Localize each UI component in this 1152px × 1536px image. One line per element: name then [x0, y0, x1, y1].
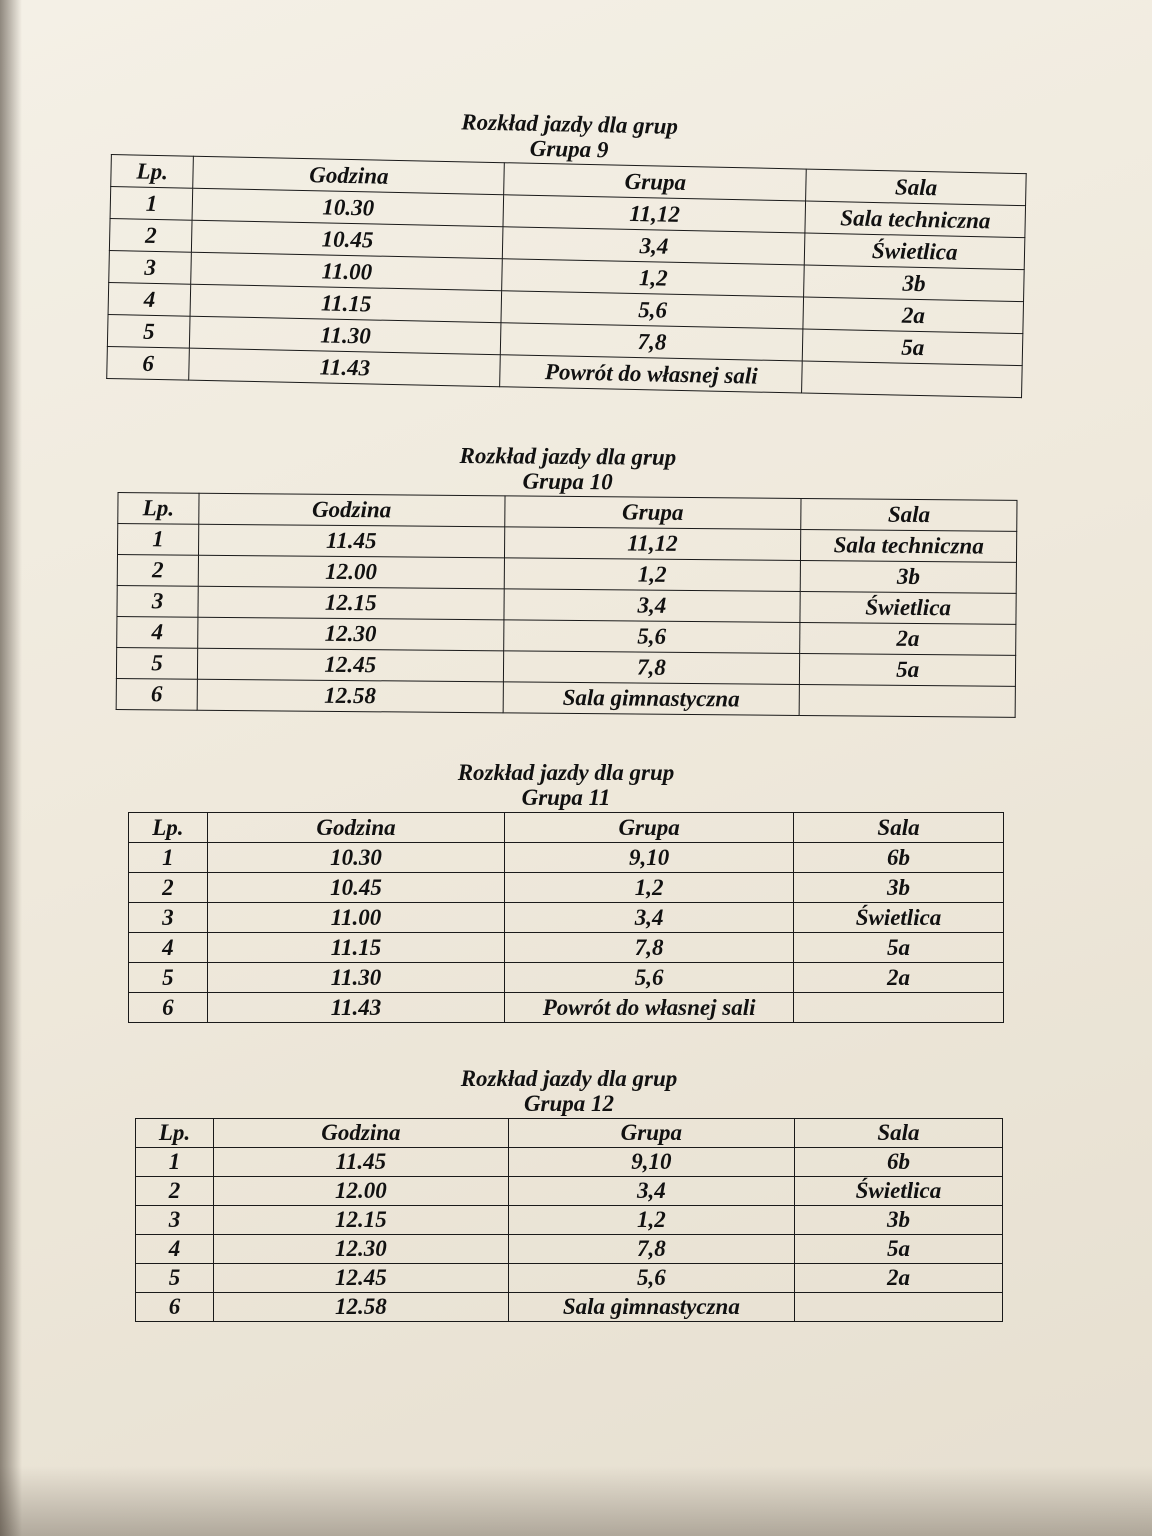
schedule-subtitle: Grupa 11: [521, 785, 611, 810]
table-row: [136, 1148, 1003, 1177]
cell-grupa: Sala gimnastyczna: [503, 682, 800, 716]
table-row: [129, 873, 1004, 903]
cell-sala: 6b: [794, 1148, 1002, 1177]
cell-grupa: 11,12: [503, 195, 806, 233]
cell-sala: 5a: [803, 329, 1023, 366]
cell-grupa: 7,8: [503, 651, 800, 685]
cell-grupa: Sala gimnastyczna: [508, 1293, 794, 1322]
cell-grupa: 7,8: [505, 933, 794, 963]
cell-lp: 2: [117, 555, 198, 587]
cell-grupa: 5,6: [508, 1264, 794, 1293]
table-row: [116, 678, 1015, 717]
cell-godzina: 12.45: [197, 648, 503, 682]
table-row: [129, 993, 1004, 1023]
cell-grupa: 3,4: [508, 1177, 794, 1206]
cell-godzina: 11.45: [214, 1148, 509, 1177]
header-grupa: Grupa: [504, 496, 801, 530]
cell-sala: 6b: [794, 843, 1004, 873]
table-row: [129, 933, 1004, 963]
table-row: [129, 903, 1004, 933]
cell-grupa: 9,10: [505, 843, 794, 873]
header-godzina: Godzina: [193, 156, 505, 195]
table-row: [136, 1177, 1003, 1206]
cell-sala: 5a: [800, 653, 1016, 686]
cell-godzina: 12.58: [214, 1293, 509, 1322]
table-row: [136, 1264, 1003, 1293]
schedule-subtitle: Grupa 9: [529, 135, 609, 163]
cell-sala: [799, 684, 1015, 717]
cell-godzina: 12.30: [214, 1235, 509, 1264]
cell-lp: 6: [136, 1293, 214, 1322]
paper-bottom-shadow: [0, 1466, 1152, 1536]
header-godzina: Godzina: [207, 813, 505, 843]
cell-godzina: 10.30: [207, 843, 505, 873]
cell-lp: 5: [107, 314, 190, 348]
cell-godzina: 11.30: [190, 316, 502, 355]
cell-lp: 5: [136, 1264, 214, 1293]
cell-godzina: 11.00: [207, 903, 505, 933]
cell-grupa: 5,6: [501, 291, 804, 329]
cell-lp: 3: [109, 250, 192, 284]
schedule-subtitle: Grupa 12: [523, 1091, 615, 1116]
cell-godzina: 11.43: [189, 348, 501, 387]
cell-sala: [794, 993, 1004, 1023]
cell-sala: 3b: [800, 560, 1016, 593]
cell-sala: Świetlica: [794, 903, 1004, 933]
schedule-table: [128, 812, 1004, 1023]
header-godzina: Godzina: [214, 1119, 509, 1148]
cell-grupa: 7,8: [501, 323, 804, 361]
table-row: [136, 1235, 1003, 1264]
cell-godzina: 12.58: [197, 679, 503, 713]
cell-grupa: 1,2: [505, 873, 794, 903]
cell-grupa: Powrót do własnej sali: [505, 993, 794, 1023]
cell-lp: 3: [129, 903, 208, 933]
cell-sala: 2a: [794, 963, 1004, 993]
schedule-title: Rozkład jazdy dla grup: [459, 442, 677, 470]
cell-godzina: 11.15: [207, 933, 505, 963]
cell-grupa: 7,8: [508, 1235, 794, 1264]
cell-lp: 1: [129, 843, 208, 873]
cell-lp: 3: [136, 1206, 214, 1235]
schedule-table: [106, 154, 1027, 398]
cell-grupa: 3,4: [504, 589, 801, 623]
cell-sala: 3b: [794, 1206, 1002, 1235]
cell-grupa: 1,2: [502, 259, 805, 297]
table-row: [136, 1293, 1003, 1322]
header-sala: Sala: [794, 813, 1004, 843]
cell-grupa: 3,4: [503, 227, 806, 265]
cell-lp: 2: [129, 873, 208, 903]
cell-grupa: 1,2: [504, 558, 801, 592]
header-grupa: Grupa: [508, 1119, 794, 1148]
cell-sala: 2a: [803, 297, 1023, 334]
schedule-title: Rozkład jazdy dla grup: [461, 109, 679, 139]
schedule-group-12: [135, 1066, 1003, 1322]
header-lp: Lp.: [111, 154, 194, 188]
cell-lp: 5: [116, 647, 197, 679]
header-lp: Lp.: [129, 813, 208, 843]
header-lp: Lp.: [136, 1119, 214, 1148]
cell-lp: 2: [109, 218, 192, 252]
cell-sala: 3b: [804, 265, 1024, 302]
cell-sala: [802, 361, 1022, 398]
cell-godzina: 11.43: [207, 993, 505, 1023]
cell-lp: 2: [136, 1177, 214, 1206]
cell-godzina: 10.45: [192, 220, 504, 259]
cell-godzina: 11.15: [190, 284, 502, 323]
cell-godzina: 12.15: [198, 586, 504, 620]
cell-godzina: 12.00: [214, 1177, 509, 1206]
cell-lp: 6: [116, 678, 197, 710]
cell-lp: 1: [118, 524, 199, 556]
cell-lp: 6: [107, 346, 190, 380]
cell-sala: 2a: [800, 622, 1016, 655]
table-header-row: [136, 1119, 1003, 1148]
cell-godzina: 10.30: [192, 188, 504, 227]
schedule-table: [116, 492, 1018, 718]
header-lp: Lp.: [118, 493, 199, 525]
cell-godzina: 11.45: [198, 524, 504, 558]
paper-edge-shadow: [0, 0, 22, 1536]
cell-grupa: 1,2: [508, 1206, 794, 1235]
cell-lp: 6: [129, 993, 208, 1023]
schedule-title: Rozkład jazdy dla grup: [457, 760, 675, 785]
table-header-row: [129, 813, 1004, 843]
cell-sala: [794, 1293, 1002, 1322]
cell-godzina: 11.00: [191, 252, 503, 291]
cell-sala: Sala techniczna: [801, 529, 1017, 562]
schedule-subtitle: Grupa 10: [522, 468, 613, 495]
cell-grupa: 5,6: [505, 963, 794, 993]
schedule-table: [135, 1118, 1003, 1322]
cell-sala: Sala techniczna: [805, 201, 1025, 238]
cell-lp: 3: [117, 585, 198, 617]
table-row: [129, 843, 1004, 873]
header-sala: Sala: [794, 1119, 1002, 1148]
cell-sala: Świetlica: [800, 591, 1016, 624]
cell-sala: 3b: [794, 873, 1004, 903]
header-sala: Sala: [806, 169, 1026, 206]
header-sala: Sala: [801, 498, 1017, 531]
table-row: [129, 963, 1004, 993]
cell-grupa: 5,6: [503, 620, 800, 654]
header-godzina: Godzina: [199, 493, 505, 527]
cell-grupa: 3,4: [505, 903, 794, 933]
cell-grupa: 9,10: [508, 1148, 794, 1177]
cell-godzina: 11.30: [207, 963, 505, 993]
cell-lp: 4: [136, 1235, 214, 1264]
cell-lp: 5: [129, 963, 208, 993]
cell-lp: 1: [110, 186, 193, 220]
cell-sala: 5a: [794, 1235, 1002, 1264]
table-row: [136, 1206, 1003, 1235]
cell-godzina: 12.00: [198, 555, 504, 589]
schedule-title: Rozkład jazdy dla grup: [460, 1066, 678, 1091]
cell-lp: 4: [129, 933, 208, 963]
cell-grupa: 11,12: [504, 527, 801, 561]
cell-lp: 4: [108, 282, 191, 316]
cell-grupa: Powrót do własnej sali: [500, 355, 803, 393]
cell-sala: Świetlica: [794, 1177, 1002, 1206]
cell-lp: 4: [117, 616, 198, 648]
schedule-group-11: [128, 760, 1004, 1023]
schedule-group-10: [116, 440, 1018, 718]
cell-godzina: 12.30: [198, 617, 504, 651]
cell-sala: 2a: [794, 1264, 1002, 1293]
cell-sala: Świetlica: [805, 233, 1025, 270]
schedule-group-9: [106, 102, 1028, 398]
cell-godzina: 12.15: [214, 1206, 509, 1235]
cell-lp: 1: [136, 1148, 214, 1177]
header-grupa: Grupa: [504, 163, 807, 201]
cell-sala: 5a: [794, 933, 1004, 963]
header-grupa: Grupa: [505, 813, 794, 843]
cell-godzina: 10.45: [207, 873, 505, 903]
cell-godzina: 12.45: [214, 1264, 509, 1293]
